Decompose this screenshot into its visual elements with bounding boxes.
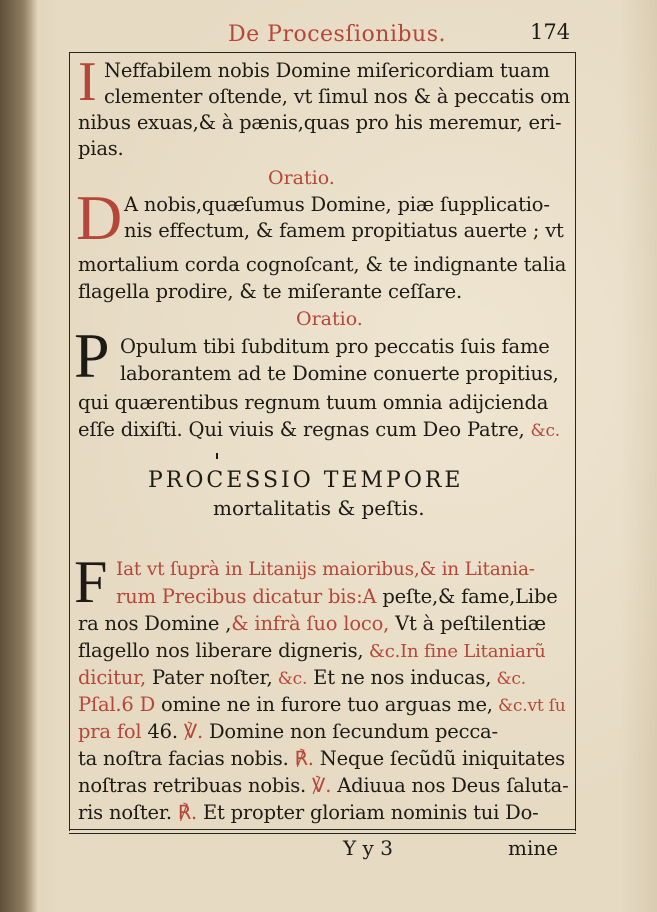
block4-line-10-b: Et propter gloriam nominis tui Do- <box>196 801 539 824</box>
block4-line-3-a: ra nos Domine , <box>78 612 232 635</box>
oratio-heading-1: Oratio. <box>268 167 335 189</box>
block4-line-9-a: noſtras retribuas nobis. <box>78 774 307 797</box>
block4-line-3 <box>78 612 546 635</box>
block4-line-6-red: Pſal.6 D <box>78 693 156 716</box>
catchword: mine <box>508 836 559 860</box>
block4-line-6 <box>78 693 566 716</box>
binding-gutter <box>0 0 38 912</box>
block4-line-8-a: ta noſtra facias nobis. <box>78 747 289 770</box>
page-number: 174 <box>530 20 571 44</box>
block4-line-10 <box>78 801 539 824</box>
block2-line-2: nis effectum, & famem propitiatus auerte ; vt <box>124 219 564 242</box>
initial-f: F <box>74 549 108 615</box>
block3-line-3: qui quærentibus regnum tuum omnia adijcienda <box>78 391 549 414</box>
block4-line-5-red2: &c. <box>272 669 308 689</box>
block4-line-7 <box>78 720 498 743</box>
block1-line-2: clementer oſtende, vt ſimul nos & à peccatis om <box>104 85 570 108</box>
block4-line-2-black: peſte,& fame,Libe <box>376 585 558 608</box>
block3-line-1: Opulum tibi ſubditum pro peccatis ſuis fame <box>120 335 550 358</box>
block4-line-7-red: pra fol <box>78 720 142 743</box>
block4-line-4 <box>78 639 546 662</box>
block4-line-6-a: omine ne in furore tuo arguas me, <box>155 693 493 716</box>
etc-rubric: &c. <box>530 421 560 441</box>
block4-line-5-b: Et ne nos inducas, <box>307 666 492 689</box>
block4-line-7-num: 46. <box>141 720 178 743</box>
block4-line-4-a: flagello nos liberare digneris, <box>78 639 364 662</box>
ornament-tick <box>216 453 218 459</box>
versicle-symbol: ℣. <box>177 720 203 743</box>
section-subtitle: mortalitatis & peſtis. <box>213 496 425 520</box>
block3-line-4 <box>78 418 560 441</box>
block4-line-4-red: &c.In fine Litaniarũ <box>363 641 546 662</box>
response-symbol-2: ℟. <box>171 801 197 824</box>
block4-line-8 <box>78 747 565 770</box>
block4-line-10-a: ris noſter. <box>78 801 172 824</box>
initial-i: I <box>78 51 97 113</box>
block4-line-2 <box>116 585 558 608</box>
initial-d: D <box>76 182 123 253</box>
signature-mark: Y y 3 <box>343 836 393 860</box>
block4-line-8-b: Neque ſecũdũ iniquitates <box>313 747 565 770</box>
block4-line-7-b: Domine non ſecundum pecca- <box>203 720 498 743</box>
block4-line-3-red: & infrà ſuo loco, <box>231 612 390 635</box>
block1-line-1: Neffabilem nobis Domine miſericordiam tuam <box>104 59 550 82</box>
block4-line-5-red3: &c. <box>491 669 526 689</box>
block2-line-1: A nobis,quæſumus Domine, piæ ſupplicatio- <box>124 193 550 216</box>
block1-line-3: nibus exuas,& à pænis,quas pro his meremur, eri- <box>78 111 562 134</box>
block4-line-1: Iat vt ſuprà in Litanijs maioribus,& in Litania- <box>116 559 535 580</box>
frame-bottom-rule-inner <box>69 833 576 834</box>
oratio-heading-2: Oratio. <box>296 308 363 330</box>
block2-line-4: flagella prodire, & te miſerante ceſſare. <box>78 280 462 303</box>
block4-line-5-a: Pater noſter, <box>146 666 273 689</box>
block2-line-3: mortalium corda cognoſcant, & te indignante talia <box>78 253 567 276</box>
block4-line-2-red: rum Precibus dicatur bis:A <box>116 585 377 608</box>
block1-line-4: pias. <box>78 137 124 160</box>
block4-line-6-red2: &c.vt ſu <box>492 696 566 716</box>
block4-line-9-b: Adiuua nos Deus ſaluta- <box>331 774 569 797</box>
block3-line-2: laborantem ad te Domine conuerte propitius, <box>120 362 559 385</box>
block4-line-9 <box>78 774 568 797</box>
response-symbol: ℟. <box>288 747 314 770</box>
versicle-symbol-2: ℣. <box>306 774 332 797</box>
initial-p: P <box>74 320 110 391</box>
frame-bottom-rule <box>69 829 576 830</box>
block4-line-5-red: dicitur, <box>78 666 147 689</box>
block4-line-5 <box>78 666 526 689</box>
section-title: PROCESSIO TEMPORE <box>148 468 464 493</box>
running-head: De Procesſionibus. <box>228 22 447 47</box>
block4-line-3-b: Vt à peſtilentiæ <box>389 612 546 635</box>
block3-line-4-text: eſſe dixiſti. Qui viuis & regnas cum Deo Patre, <box>78 418 525 441</box>
